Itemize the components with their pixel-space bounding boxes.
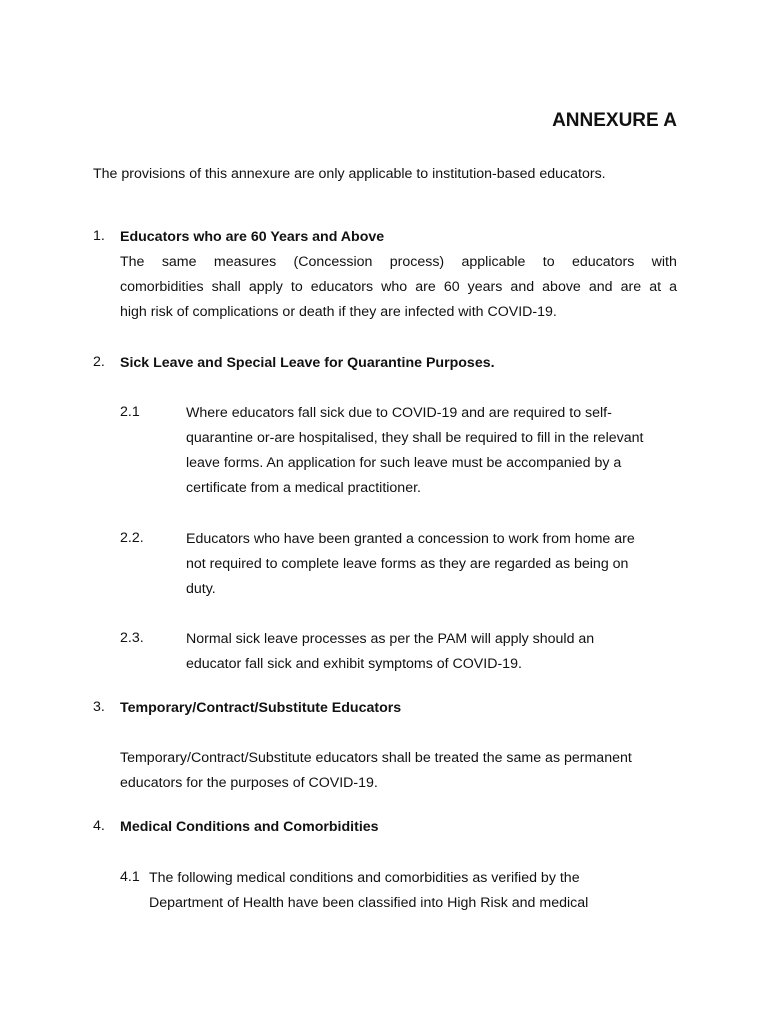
section-1-line-1-word: applicable [461, 254, 526, 270]
section-1-line-1-word: to [542, 254, 555, 270]
section-1-line-1-word: process) [389, 254, 445, 270]
section-1-line-3: high risk of complications or death if they are infected with COVID-19. [120, 304, 557, 320]
section-1-line-1-word: The [120, 254, 145, 270]
section-1-line-1 [120, 252, 677, 272]
subsection-2-2-line-1: Educators who have been granted a concession to work from home are [186, 531, 635, 547]
subsection-4-1-line-1: The following medical conditions and comorbidities as verified by the [149, 870, 580, 886]
intro-text: The provisions of this annexure are only applicable to institution-based educators. [93, 166, 606, 182]
section-4-number: 4. [93, 818, 105, 834]
subsection-2-1-line-1: Where educators fall sick due to COVID-19 and are required to self- [186, 405, 612, 421]
subsection-2-2-line-3: duty. [186, 581, 216, 597]
subsection-2-2-number: 2.2. [120, 530, 144, 546]
subsection-2-1-line-4: certificate from a medical practitioner. [186, 480, 421, 496]
subsection-2-3-line-2: educator fall sick and exhibit symptoms of COVID-19. [186, 656, 522, 672]
subsection-2-3-number: 2.3. [120, 630, 144, 646]
subsection-2-3-line-1: Normal sick leave processes as per the PAM will apply should an [186, 631, 595, 647]
section-2-heading: Sick Leave and Special Leave for Quarantine Purposes. [120, 355, 495, 371]
section-1-line-1-word: same [161, 254, 197, 270]
section-4-heading: Medical Conditions and Comorbidities [120, 819, 379, 835]
section-3-line-1: Temporary/Contract/Substitute educators shall be treated the same as permanent [120, 750, 632, 766]
page-title: ANNEXURE A [552, 110, 677, 131]
subsection-2-1-line-3: leave forms. An application for such leave must be accompanied by a [186, 455, 622, 471]
section-1-line-1-word: educators [571, 254, 635, 270]
section-1-heading: Educators who are 60 Years and Above [120, 229, 385, 245]
section-1-line-1-word: measures [213, 254, 277, 270]
subsection-2-2-line-2: not required to complete leave forms as they are regarded as being on [186, 556, 629, 572]
section-1-line-2: comorbidities shall apply to educators who are 60 years and above and are at a [120, 279, 677, 295]
section-1-line-1-word: (Concession [293, 254, 373, 270]
subsection-2-1-number: 2.1 [120, 404, 140, 420]
section-3-heading: Temporary/Contract/Substitute Educators [120, 700, 402, 716]
section-1-number: 1. [93, 228, 105, 244]
subsection-4-1-number: 4.1 [120, 869, 140, 885]
section-3-line-2: educators for the purposes of COVID-19. [120, 775, 378, 791]
subsection-4-1-line-2: Department of Health have been classified into High Risk and medical [149, 895, 589, 911]
section-1-line-1-word: with [651, 254, 677, 270]
subsection-2-1-line-2: quarantine or-are hospitalised, they shall be required to fill in the relevant [186, 430, 644, 446]
section-2-number: 2. [93, 354, 105, 370]
section-3-number: 3. [93, 699, 105, 715]
